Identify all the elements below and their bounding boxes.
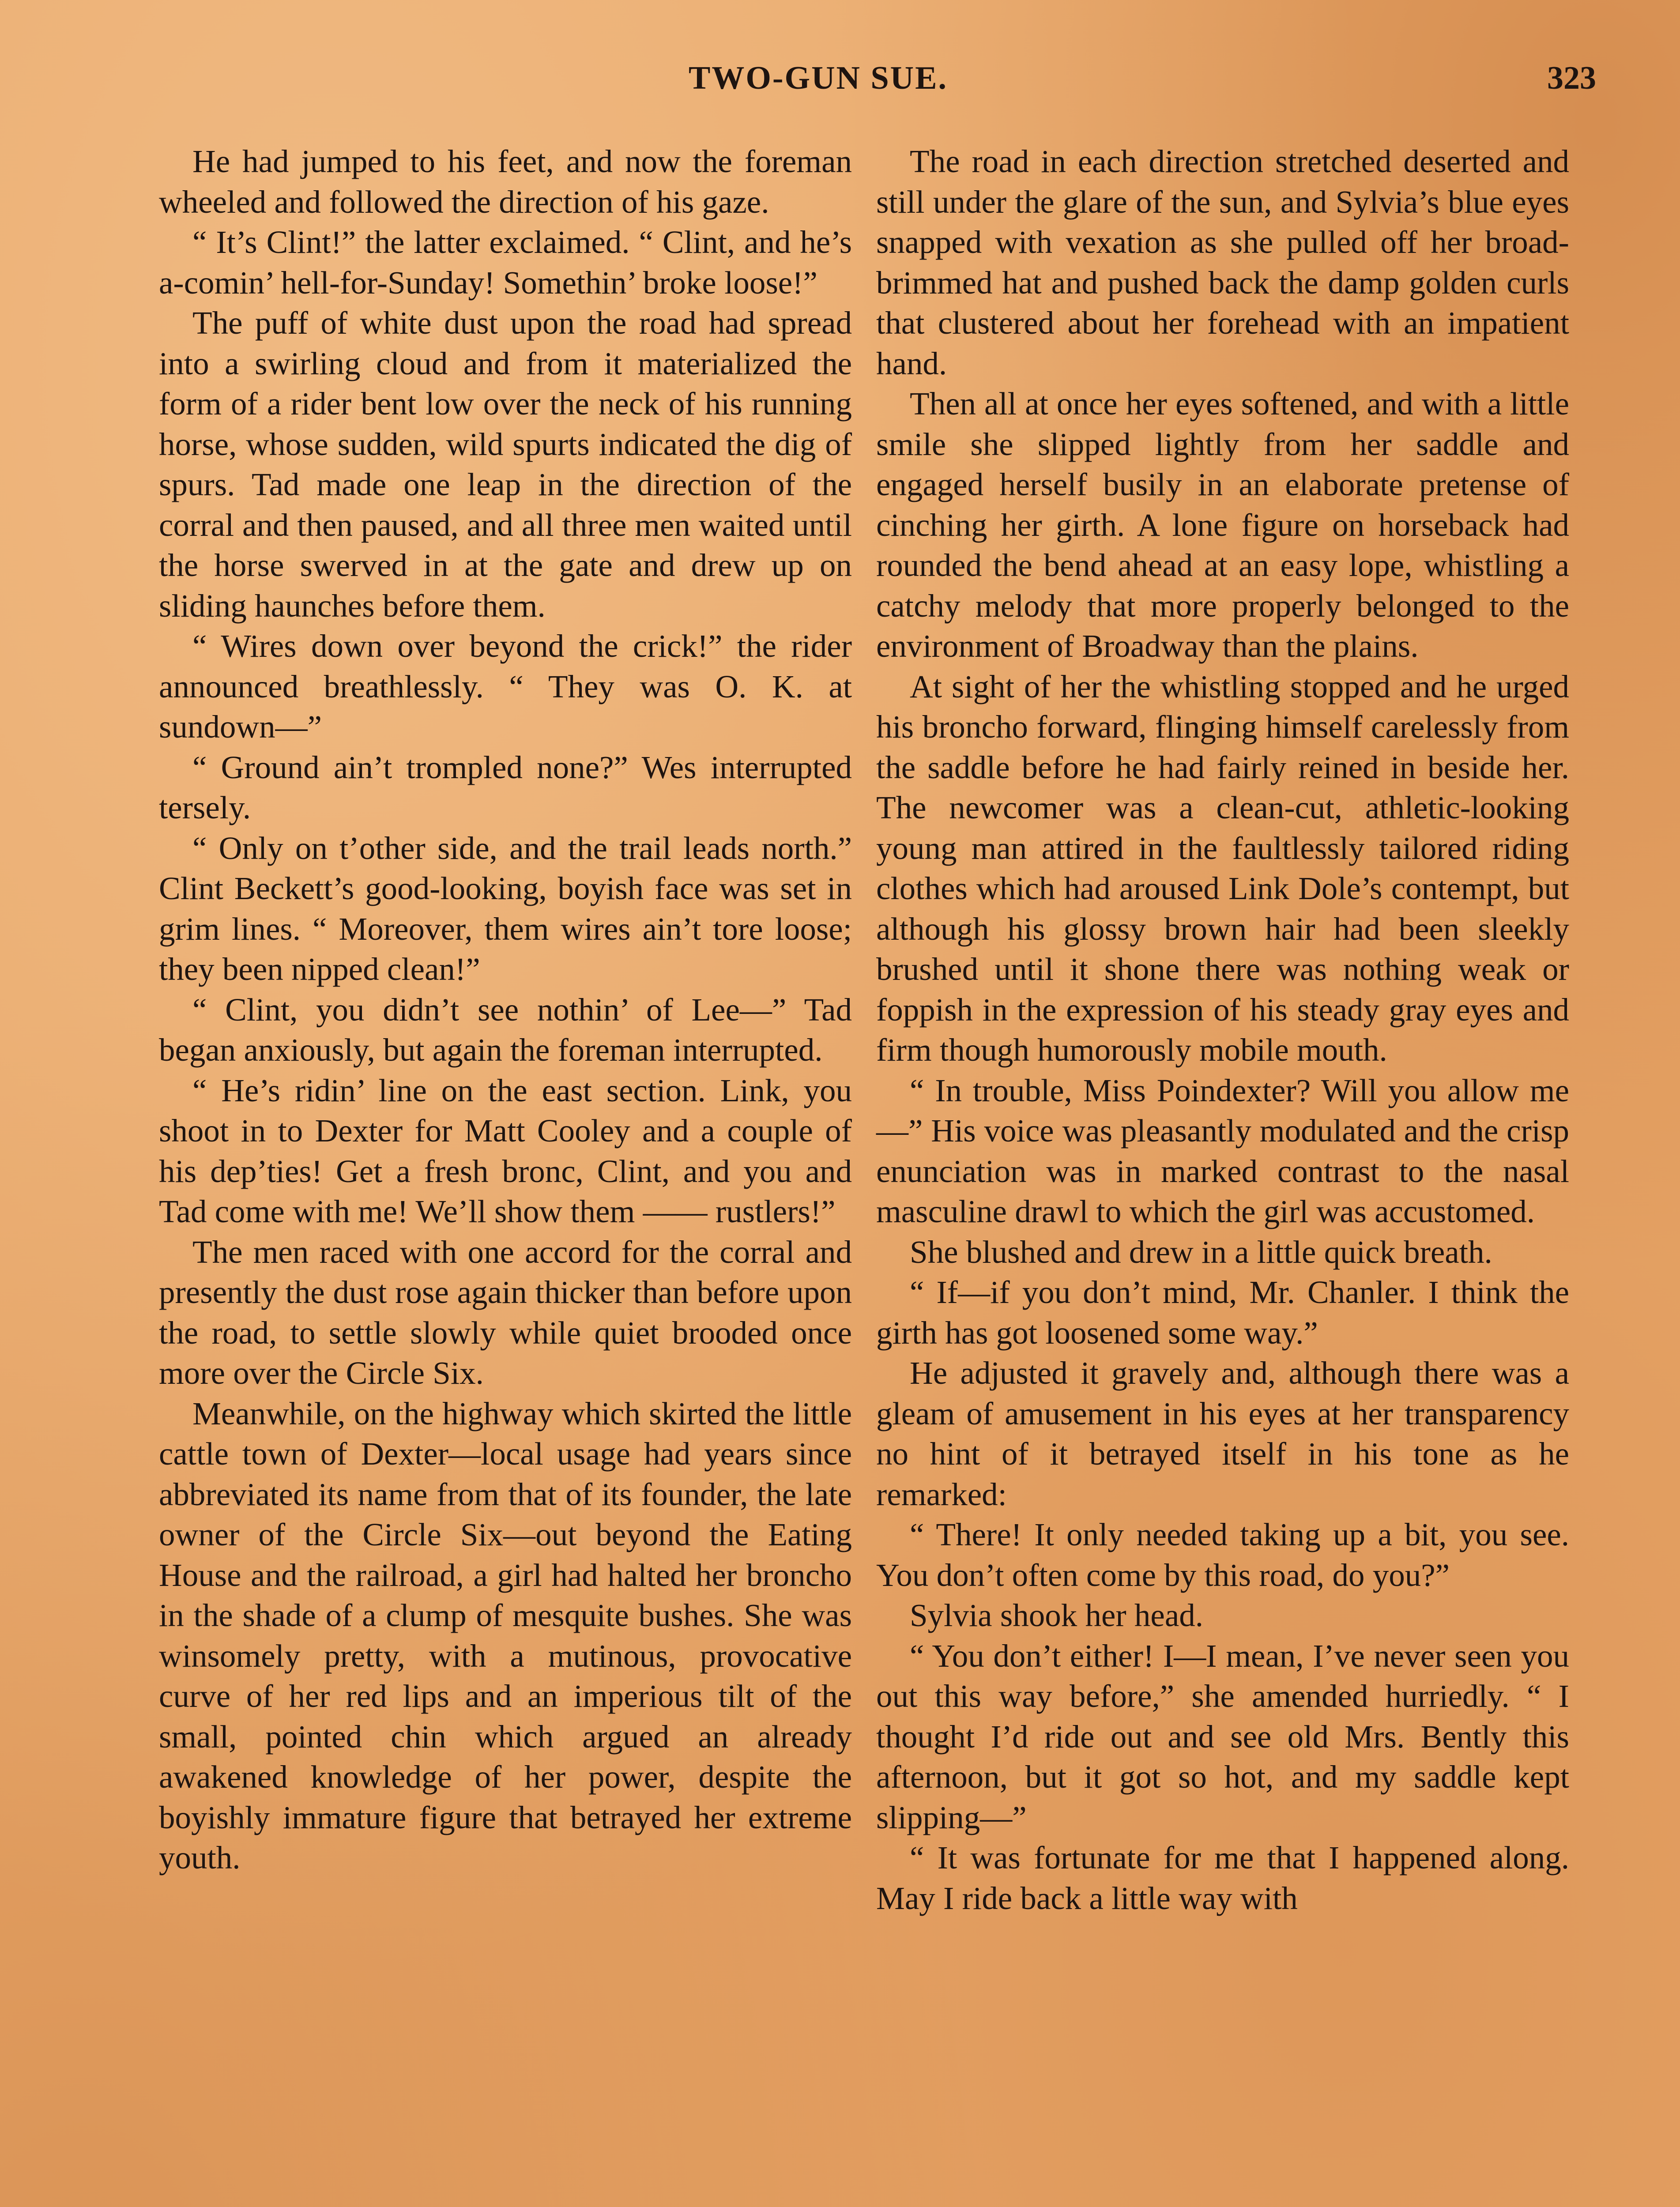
paragraph: At sight of her the whistling stopped and he urged his broncho forward, flinging himself carelessly from the saddle before he had fairly reined in beside her. The newcomer was a clean-cut, athletic-looking young man attired in the faultlessly tailored riding clothes which had aroused Link Dole’s contempt, but although his glossy brown hair had been sleekly brushed until it shone there was nothing weak or foppish in the expression of his steady gray eyes and firm though humorously mobile mouth. xyxy=(876,668,1569,1068)
paragraph: “ Wires down over beyond the crick!” the rider announced breathlessly. “ They was O. K. at sundown—” xyxy=(159,628,852,745)
right-column xyxy=(876,141,1569,1918)
paragraph: “ Ground ain’t trompled none?” Wes interrupted tersely. xyxy=(159,749,852,825)
page-header xyxy=(689,60,1596,113)
paragraph: The puff of white dust upon the road had spread into a swirling cloud and from it materialized the form of a rider bent low over the neck of his running horse, whose sudden, wild spurts indicated the dig of spurs. Tad made one leap in the direction of the corral and then paused, and all three men waited until the horse swerved in at the gate and drew up on sliding haunches before them. xyxy=(159,305,852,624)
paragraph: “ There! It only needed taking up a bit, you see. You don’t often come by this road, do you?” xyxy=(876,1517,1569,1593)
paragraph: Sylvia shook her head. xyxy=(910,1597,1203,1633)
paragraph: “ If—if you don’t mind, Mr. Chanler. I think the girth has got loosened some way.” xyxy=(876,1274,1569,1351)
paragraph: The men raced with one accord for the corral and presently the dust rose again thicker than before upon the road, to settle slowly while quiet brooded once more over the Circle Six. xyxy=(159,1234,852,1391)
paragraph: “ In trouble, Miss Poindexter? Will you allow me—” His voice was pleasantly modulated and the crisp enunciation was in marked contrast to the nasal masculine drawl to which the girl was accustomed. xyxy=(876,1072,1569,1229)
page-number: 323 xyxy=(1547,60,1596,96)
paragraph: He adjusted it gravely and, although there was a gleam of amusement in his eyes at her transparency no hint of it betrayed itself in his tone as he remarked: xyxy=(876,1355,1569,1512)
paragraph: Meanwhile, on the highway which skirted the little cattle town of Dexter—local usage had years since abbreviated its name from that of its founder, the late owner of the Circle Six—out beyond the Eating House and the railroad, a girl had halted her broncho in the shade of a clump of mesquite bushes. She was winsomely pretty, with a mutinous, provocative curve of her red lips and an imperious tilt of the small, pointed chin which argued an already awakened knowledge of her power, despite the boyishly immature figure that betrayed her extreme youth. xyxy=(159,1395,852,1876)
paragraph: “ He’s ridin’ line on the east section. Link, you shoot in to Dexter for Matt Cooley and a couple of his dep’ties! Get a fresh bronc, Clint, and you and Tad come with me! We’ll show them —— rustlers!” xyxy=(159,1072,852,1229)
paragraph: “ Clint, you didn’t see nothin’ of Lee—” Tad began anxiously, but again the foreman interrupted. xyxy=(159,991,852,1068)
paragraph: “ Only on t’other side, and the trail leads north.” Clint Beckett’s good-looking, boyish face was set in grim lines. “ Moreover, them wires ain’t tore loose; they been nipped clean!” xyxy=(159,830,852,987)
running-head: TWO-GUN SUE. xyxy=(689,60,948,96)
paragraph: “ You don’t either! I—I mean, I’ve never seen you out this way before,” she amended hurriedly. “ I thought I’d ride out and see old Mrs. Bently this afternoon, but it got so hot, and my saddle kept slipping—” xyxy=(876,1638,1569,1835)
left-column xyxy=(159,141,852,1878)
paragraph: “ It’s Clint!” the latter exclaimed. “ Clint, and he’s a-comin’ hell-for-Sunday! Somethin’ broke loose!” xyxy=(159,224,852,301)
paragraph: “ It was fortunate for me that I happened along. May I ride back a little way with xyxy=(876,1840,1569,1916)
paragraph: Then all at once her eyes softened, and with a little smile she slipped lightly from her saddle and engaged herself busily in an elaborate pretense of cinching her girth. A lone figure on horseback had rounded the bend ahead at an easy lope, whistling a catchy melody that more properly belonged to the environment of Broadway than the plains. xyxy=(876,386,1569,664)
paragraph: The road in each direction stretched deserted and still under the glare of the sun, and Sylvia’s blue eyes snapped with vexation as she pulled off her broad-brimmed hat and pushed back the damp golden curls that clustered about her forehead with an impatient hand. xyxy=(876,143,1569,381)
paragraph: She blushed and drew in a little quick breath. xyxy=(910,1234,1492,1270)
paragraph: He had jumped to his feet, and now the foreman wheeled and followed the direction of his gaze. xyxy=(159,143,852,220)
